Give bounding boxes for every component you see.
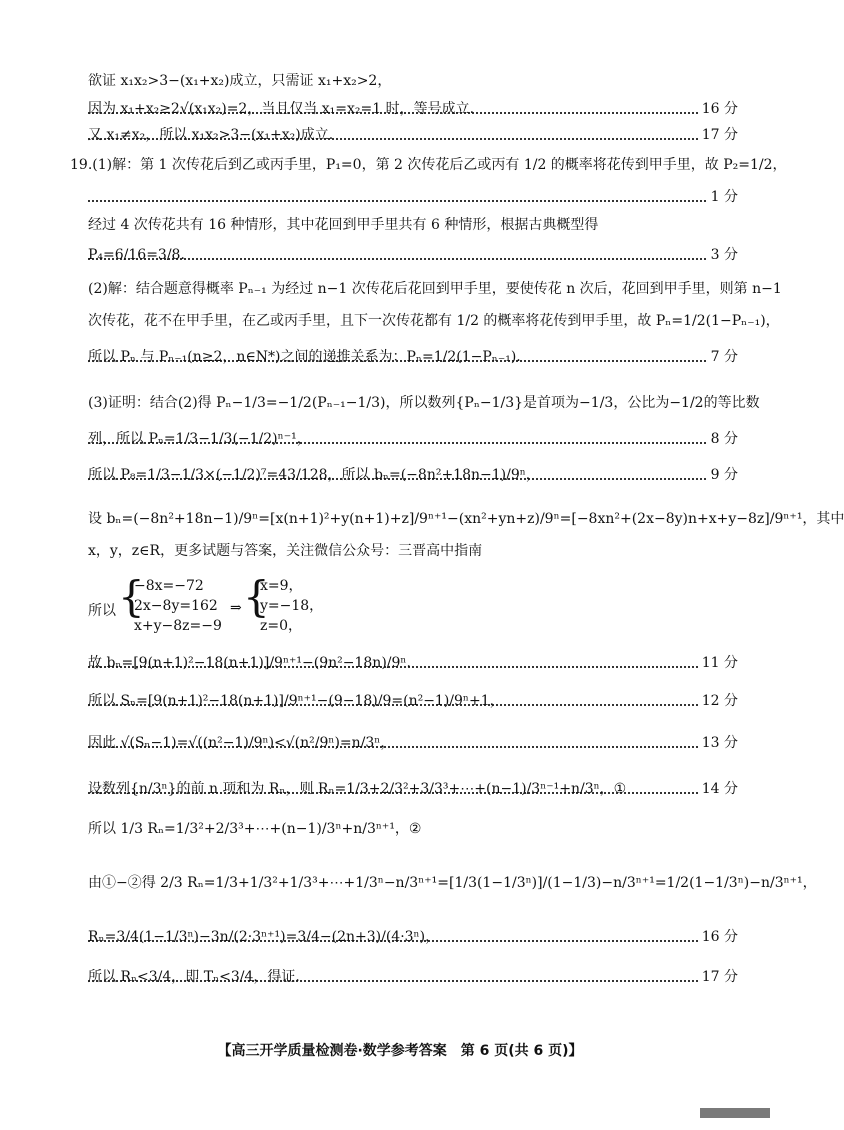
leader-dots — [88, 186, 738, 202]
line-22 — [88, 872, 817, 894]
score-label: 1 分 — [707, 186, 738, 208]
line-5 — [88, 186, 738, 208]
line-text: 因为 x₁+x₂≥2√(x₁x₂)=2，当且仅当 x₁=x₂=1 时，等号成立. — [88, 101, 475, 117]
line-1 — [88, 70, 738, 92]
line-text: 由①−②得 2/3 Rₙ=1/3+1/3²+1/3³+⋯+1/3ⁿ−n/3ⁿ⁺¹=[1/3(1−1/3ⁿ)]/(1−1/3)−n/3ⁿ⁺¹=1/2(1−1/3ⁿ)−n/3ⁿ⁺¹， — [88, 875, 817, 891]
line-10 — [88, 346, 738, 368]
line-21 — [88, 818, 738, 840]
line-18 — [88, 690, 738, 712]
line-19 — [88, 732, 738, 754]
equation-system — [88, 572, 388, 640]
line-4 — [70, 154, 787, 176]
line-12 — [88, 428, 738, 450]
line-text: 所以 P₈=1/3−1/3×(−1/2)⁷=43/128，所以 bₙ=(−8n²+18n−1)/9ⁿ， — [88, 467, 540, 483]
score-label: 16 分 — [698, 98, 738, 120]
line-text: (2)解：结合题意得概率 Pₙ₋₁ 为经过 n−1 次传花后花回到甲手里，要使传花 n 次后，花回到甲手里，则第 n−1 — [88, 281, 782, 297]
line-text: 19.(1)解：第 1 次传花后到乙或丙手里，P₁=0，第 2 次传花后乙或丙有 1/2 的概率将花传到甲手里，故 P₂=1/2， — [70, 157, 787, 173]
eq-2: 2x−8y=162 — [134, 598, 218, 614]
brace-right: { — [243, 572, 270, 621]
line-text: 因此 √(Sₙ−1)=√((n²−1)/9ⁿ)<√(n²/9ⁿ)=n/3ⁿ， — [88, 735, 395, 751]
line-text: 故 bₙ=[9(n+1)²−18(n+1)]/9ⁿ⁺¹−(9n²−18n)/9ⁿ. — [88, 655, 411, 671]
line-6 — [88, 214, 738, 236]
line-text: (3)证明：结合(2)得 Pₙ−1/3=−1/2(Pₙ₋₁−1/3)，所以数列{Pₙ−1/3}是首项为−1/3，公比为−1/2的等比数 — [88, 395, 760, 411]
line-2 — [88, 98, 738, 120]
line-3 — [88, 124, 738, 146]
line-14 — [88, 508, 844, 530]
line-text: 又 x₁≠x₂，所以 x₁x₂>3−(x₁+x₂)成立. — [88, 127, 334, 143]
brace-left: { — [118, 572, 145, 621]
score-label: 7 分 — [707, 346, 738, 368]
score-label: 17 分 — [698, 966, 738, 988]
leader-dots — [88, 244, 738, 260]
score-label: 14 分 — [698, 778, 738, 800]
line-text: 所以 Sₙ=[9(n+1)²−18(n+1)]/9ⁿ⁺¹−(9−18)/9=(n²−1)/9ⁿ+1， — [88, 693, 504, 709]
line-text: 设数列{n/3ⁿ}的前 n 项和为 Rₙ，则 Rₙ=1/3+2/3²+3/3³+⋯+(n−1)/3ⁿ⁻¹+n/3ⁿ，① — [88, 781, 627, 797]
score-label: 13 分 — [698, 732, 738, 754]
line-text: Rₙ=3/4(1−1/3ⁿ)−3n/(2·3ⁿ⁺¹)=3/4−(2n+3)/(4·3ⁿ)， — [88, 929, 440, 945]
line-text: 列，所以 Pₙ=1/3−1/3(−1/2)ⁿ⁻¹， — [88, 431, 311, 447]
eq-1: −8x=−72 — [134, 578, 204, 594]
sol-1: x=9， — [260, 578, 303, 594]
line-17 — [88, 652, 738, 674]
sol-2: y=−18， — [260, 598, 324, 614]
line-text: 所以 Pₙ 与 Pₙ₋₁(n≥2，n∈N*)之间的递推关系为：Pₙ=1/2(1−Pₙ₋₁). — [88, 349, 521, 365]
score-label: 16 分 — [698, 926, 738, 948]
score-label: 3 分 — [707, 244, 738, 266]
line-11 — [88, 392, 760, 414]
line-text: 所以 Rₙ<3/4，即 Tₙ<3/4，得证. — [88, 969, 300, 985]
score-label: 12 分 — [698, 690, 738, 712]
line-text: 次传花，花不在甲手里，在乙或丙手里，且下一次传花都有 1/2 的概率将花传到甲手里，故 Pₙ=1/2(1−Pₙ₋₁)， — [88, 313, 780, 329]
line-text: 所以 1/3 Rₙ=1/3²+2/3³+⋯+(n−1)/3ⁿ+n/3ⁿ⁺¹，② — [88, 821, 422, 837]
score-label: 8 分 — [707, 428, 738, 450]
line-13 — [88, 464, 738, 486]
system-right — [260, 576, 323, 636]
line-text: 所以 — [88, 603, 116, 619]
line-24 — [88, 966, 738, 988]
score-label: 9 分 — [707, 464, 738, 486]
line-text: 经过 4 次传花共有 16 种情形，其中花回到甲手里共有 6 种情形，根据古典概型得 — [88, 217, 599, 233]
line-7 — [88, 244, 738, 266]
system-left — [134, 576, 222, 636]
implies-arrow: ⇒ — [230, 600, 242, 616]
line-8 — [88, 278, 782, 300]
line-text: P₄=6/16=3/8. — [88, 247, 185, 263]
sol-3: z=0， — [260, 618, 303, 634]
corner-mark — [700, 1108, 770, 1118]
score-label: 17 分 — [698, 124, 738, 146]
line-text: x，y，z∈R，更多试题与答案，关注微信公众号：三晋高中指南 — [88, 543, 483, 559]
line-9 — [88, 310, 780, 332]
eq-3: x+y−8z=−9 — [134, 618, 222, 634]
line-20 — [88, 778, 738, 800]
line-23 — [88, 926, 738, 948]
line-text: 设 bₙ=(−8n²+18n−1)/9ⁿ=[x(n+1)²+y(n+1)+z]/9ⁿ⁺¹−(xn²+yn+z)/9ⁿ=[−8xn²+(2x−8y)n+x+y−8z]/9ⁿ⁺¹，其中 — [88, 511, 844, 527]
line-text: 欲证 x₁x₂>3−(x₁+x₂)成立，只需证 x₁+x₂>2， — [88, 73, 392, 89]
line-15 — [88, 540, 738, 562]
score-label: 11 分 — [698, 652, 738, 674]
page-footer: 【高三开学质量检测卷·数学参考答案 第 6 页(共 6 页)】 — [217, 1043, 583, 1059]
